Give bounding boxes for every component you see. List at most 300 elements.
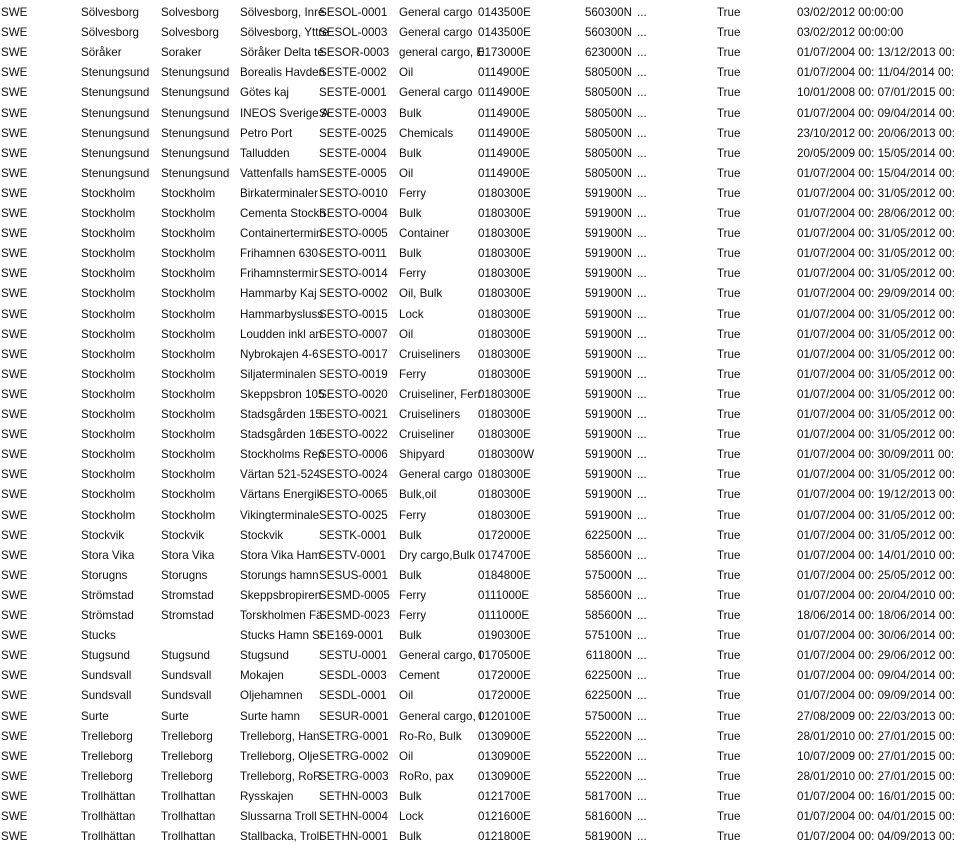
port-name-ascii-cell[interactable]: Trelleborg — [161, 729, 213, 743]
facility-name-cell[interactable]: Vattenfalls ham — [240, 166, 320, 180]
facility-code-cell[interactable]: SESTE-0025 — [319, 126, 387, 140]
cargo-type-cell[interactable]: Bulk — [399, 568, 422, 582]
longitude-cell[interactable]: 0180300E — [478, 428, 531, 442]
dates-cell[interactable]: 01/07/2004 00: 16/01/2015 00: — [797, 789, 955, 803]
longitude-cell[interactable]: 0190300E — [478, 629, 531, 643]
cargo-type-cell[interactable]: Cruiseliners — [399, 347, 461, 361]
ellipsis-cell[interactable]: ... — [637, 46, 647, 60]
port-name-ascii-cell[interactable]: Sundsvall — [161, 689, 212, 703]
ellipsis-cell[interactable]: ... — [637, 588, 647, 602]
cargo-type-cell[interactable]: Oil, Bulk — [399, 287, 443, 301]
port-name-ascii-cell[interactable]: Stockholm — [161, 267, 216, 281]
port-name-ascii-cell[interactable]: Stromstad — [161, 588, 214, 602]
cargo-type-cell[interactable]: Bulk,oil — [399, 488, 437, 502]
facility-code-cell[interactable]: SESUR-0001 — [319, 709, 389, 723]
cargo-type-cell[interactable]: Ferry — [399, 508, 427, 522]
port-name-cell[interactable]: Stockholm — [81, 267, 136, 281]
latitude-cell[interactable]: 591900N — [584, 408, 632, 421]
dates-cell[interactable]: 01/07/2004 00: 13/12/2013 00: — [797, 46, 955, 60]
ellipsis-cell[interactable]: ... — [637, 810, 647, 823]
country-cell[interactable]: SWE — [1, 810, 28, 823]
latitude-cell[interactable]: 585600N — [584, 609, 632, 622]
latitude-cell[interactable]: 560300N — [584, 26, 632, 40]
port-name-ascii-cell[interactable]: Stockholm — [161, 287, 216, 301]
cargo-type-cell[interactable]: Bulk — [399, 528, 422, 542]
facility-name-cell[interactable]: Götes kaj — [240, 86, 289, 100]
country-cell[interactable]: SWE — [1, 146, 28, 160]
status-flag-cell[interactable]: True — [717, 749, 741, 763]
latitude-cell[interactable]: 591900N — [584, 347, 632, 361]
facility-name-cell[interactable]: Frihamnen 630- — [240, 247, 322, 261]
status-flag-cell[interactable]: True — [717, 186, 741, 200]
latitude-cell[interactable]: 622500N — [584, 528, 632, 542]
port-name-cell[interactable]: Trelleborg — [81, 729, 133, 743]
status-flag-cell[interactable]: True — [717, 307, 741, 321]
country-cell[interactable]: SWE — [1, 166, 28, 180]
ellipsis-cell[interactable]: ... — [637, 106, 647, 120]
facility-code-cell[interactable]: SESTK-0001 — [319, 528, 387, 542]
country-cell[interactable]: SWE — [1, 247, 28, 261]
port-name-cell[interactable]: Stockholm — [81, 186, 136, 200]
country-cell[interactable]: SWE — [1, 749, 28, 763]
dates-cell[interactable]: 03/02/2012 00:00:00 — [797, 6, 904, 19]
facility-name-cell[interactable]: Sölvesborg, Inre — [240, 6, 325, 19]
country-cell[interactable]: SWE — [1, 689, 28, 703]
dates-cell[interactable]: 01/07/2004 00: 31/05/2012 00: — [797, 307, 955, 321]
latitude-cell[interactable]: 591900N — [584, 207, 632, 220]
dates-cell[interactable]: 01/07/2004 00: 09/04/2014 00: — [797, 669, 955, 683]
port-name-ascii-cell[interactable]: Stora Vika — [161, 548, 215, 562]
country-cell[interactable]: SWE — [1, 528, 28, 542]
status-flag-cell[interactable]: True — [717, 468, 741, 482]
country-cell[interactable]: SWE — [1, 227, 28, 241]
latitude-cell[interactable]: 580500N — [584, 146, 632, 160]
ellipsis-cell[interactable]: ... — [637, 307, 647, 321]
port-name-ascii-cell[interactable]: Stockholm — [161, 347, 216, 361]
facility-name-cell[interactable]: Hammarby Kaj — [240, 287, 317, 301]
facility-code-cell[interactable]: SESTO-0025 — [319, 508, 388, 522]
cargo-type-cell[interactable]: Oil — [399, 689, 414, 703]
status-flag-cell[interactable]: True — [717, 347, 741, 361]
status-flag-cell[interactable]: True — [717, 267, 741, 281]
status-flag-cell[interactable]: True — [717, 789, 741, 803]
longitude-cell[interactable]: 0130900E — [478, 749, 531, 763]
cargo-type-cell[interactable]: General cargo — [399, 86, 473, 100]
facility-code-cell[interactable]: SE169-0001 — [319, 629, 384, 643]
status-flag-cell[interactable]: True — [717, 46, 741, 60]
dates-cell[interactable]: 01/07/2004 00: 04/01/2015 00: — [797, 810, 955, 823]
port-name-cell[interactable]: Trelleborg — [81, 749, 133, 763]
port-name-ascii-cell[interactable]: Stromstad — [161, 609, 214, 622]
cargo-type-cell[interactable]: Dry cargo,Bulk — [399, 548, 476, 562]
longitude-cell[interactable]: 0180300E — [478, 408, 531, 421]
cargo-type-cell[interactable]: Bulk — [399, 207, 422, 220]
latitude-cell[interactable]: 611800N — [585, 649, 632, 663]
port-name-ascii-cell[interactable]: Stockholm — [161, 227, 216, 241]
dates-cell[interactable]: 01/07/2004 00: 31/05/2012 00: — [797, 468, 955, 482]
facility-name-cell[interactable]: Birkaterminaler — [240, 186, 318, 200]
cargo-type-cell[interactable]: General cargo, I — [399, 709, 483, 723]
facility-code-cell[interactable]: SESTE-0003 — [319, 106, 387, 120]
status-flag-cell[interactable]: True — [717, 689, 741, 703]
facility-code-cell[interactable]: SESTO-0021 — [319, 408, 388, 421]
facility-code-cell[interactable]: SESTO-0011 — [319, 247, 387, 261]
latitude-cell[interactable]: 552200N — [584, 729, 632, 743]
facility-code-cell[interactable]: SESUS-0001 — [319, 568, 388, 582]
dates-cell[interactable]: 01/07/2004 00: 30/09/2011 00: — [797, 448, 955, 462]
ellipsis-cell[interactable]: ... — [637, 629, 647, 643]
dates-cell[interactable]: 01/07/2004 00: 31/05/2012 00: — [797, 367, 955, 381]
cargo-type-cell[interactable]: Lock — [399, 307, 424, 321]
country-cell[interactable]: SWE — [1, 186, 28, 200]
cargo-type-cell[interactable]: General cargo — [399, 26, 473, 40]
ellipsis-cell[interactable]: ... — [637, 287, 647, 301]
facility-code-cell[interactable]: SESTO-0019 — [319, 367, 388, 381]
port-name-cell[interactable]: Stockholm — [81, 408, 136, 421]
country-cell[interactable]: SWE — [1, 287, 28, 301]
longitude-cell[interactable]: 0114900E — [478, 66, 531, 80]
status-flag-cell[interactable]: True — [717, 146, 741, 160]
country-cell[interactable]: SWE — [1, 367, 28, 381]
status-flag-cell[interactable]: True — [717, 649, 741, 663]
ellipsis-cell[interactable]: ... — [637, 207, 647, 220]
facility-code-cell[interactable]: SESTE-0005 — [319, 166, 387, 180]
port-name-ascii-cell[interactable] — [161, 626, 239, 646]
facility-code-cell[interactable]: SESTO-0004 — [319, 207, 388, 220]
status-flag-cell[interactable]: True — [717, 207, 741, 220]
latitude-cell[interactable]: 580500N — [584, 66, 632, 80]
dates-cell[interactable]: 01/07/2004 00: 31/05/2012 00: — [797, 267, 955, 281]
facility-code-cell[interactable]: SESTV-0001 — [319, 548, 387, 562]
facility-code-cell[interactable]: SESTE-0001 — [319, 86, 387, 100]
ellipsis-cell[interactable]: ... — [637, 548, 647, 562]
facility-code-cell[interactable]: SESTO-0006 — [319, 448, 388, 462]
facility-code-cell[interactable]: SESTO-0022 — [319, 428, 388, 442]
ellipsis-cell[interactable]: ... — [637, 789, 647, 803]
port-name-cell[interactable]: Stockholm — [81, 367, 136, 381]
status-flag-cell[interactable]: True — [717, 810, 741, 823]
status-flag-cell[interactable]: True — [717, 548, 741, 562]
country-cell[interactable]: SWE — [1, 86, 28, 100]
port-name-ascii-cell[interactable]: Stockholm — [161, 186, 216, 200]
port-name-ascii-cell[interactable]: Stockholm — [161, 508, 216, 522]
cargo-type-cell[interactable]: Oil — [399, 166, 414, 180]
cargo-type-cell[interactable]: Chemicals — [399, 126, 454, 140]
port-name-cell[interactable]: Stenungsund — [81, 106, 150, 120]
facility-name-cell[interactable]: Söråker Delta te — [240, 46, 324, 60]
dates-cell[interactable]: 01/07/2004 00: 31/05/2012 00: — [797, 508, 955, 522]
longitude-cell[interactable]: 0143500E — [478, 6, 531, 19]
latitude-cell[interactable]: 552200N — [584, 749, 632, 763]
ellipsis-cell[interactable]: ... — [637, 6, 647, 19]
latitude-cell[interactable]: 581700N — [584, 789, 632, 803]
country-cell[interactable]: SWE — [1, 46, 28, 60]
ellipsis-cell[interactable]: ... — [637, 227, 647, 241]
latitude-cell[interactable]: 591900N — [584, 227, 632, 241]
ellipsis-cell[interactable]: ... — [637, 428, 647, 442]
port-name-ascii-cell[interactable]: Stenungsund — [161, 106, 230, 120]
longitude-cell[interactable]: 0180300E — [478, 307, 531, 321]
dates-cell[interactable]: 01/07/2004 00: 09/09/2014 00: — [797, 689, 955, 703]
country-cell[interactable]: SWE — [1, 729, 28, 743]
facility-name-cell[interactable]: Trelleborg, Han — [240, 729, 320, 743]
port-name-ascii-cell[interactable]: Stenungsund — [161, 126, 230, 140]
port-name-cell[interactable]: Trollhättan — [81, 789, 136, 803]
status-flag-cell[interactable]: True — [717, 609, 741, 622]
latitude-cell[interactable]: 591900N — [584, 387, 632, 401]
port-name-ascii-cell[interactable]: Storugns — [161, 568, 208, 582]
ellipsis-cell[interactable]: ... — [637, 709, 647, 723]
country-cell[interactable]: SWE — [1, 830, 28, 844]
status-flag-cell[interactable]: True — [717, 729, 741, 743]
cargo-type-cell[interactable]: general cargo, E — [399, 46, 485, 60]
cargo-type-cell[interactable]: Bulk — [399, 789, 422, 803]
ellipsis-cell[interactable]: ... — [637, 568, 647, 582]
ellipsis-cell[interactable]: ... — [637, 468, 647, 482]
status-flag-cell[interactable]: True — [717, 709, 741, 723]
facility-name-cell[interactable]: Sölvesborg, Yttre — [240, 26, 329, 40]
ellipsis-cell[interactable]: ... — [637, 488, 647, 502]
longitude-cell[interactable]: 0130900E — [478, 729, 531, 743]
port-name-ascii-cell[interactable]: Stockvik — [161, 528, 205, 542]
ellipsis-cell[interactable]: ... — [637, 649, 647, 663]
port-name-cell[interactable]: Trollhättan — [81, 810, 136, 823]
facility-name-cell[interactable]: Petro Port — [240, 126, 293, 140]
longitude-cell[interactable]: 0121800E — [478, 830, 531, 844]
status-flag-cell[interactable]: True — [717, 428, 741, 442]
dates-cell[interactable]: 01/07/2004 00: 28/06/2012 00: — [797, 207, 955, 220]
latitude-cell[interactable]: 581600N — [584, 810, 632, 823]
country-cell[interactable]: SWE — [1, 769, 28, 783]
port-name-cell[interactable]: Stenungsund — [81, 166, 150, 180]
port-name-cell[interactable]: Strömstad — [81, 588, 134, 602]
facility-code-cell[interactable]: SESTO-0002 — [319, 287, 388, 301]
facility-name-cell[interactable]: Trelleborg, RoR — [240, 769, 322, 783]
port-name-ascii-cell[interactable]: Stockholm — [161, 247, 216, 261]
country-cell[interactable]: SWE — [1, 548, 28, 562]
longitude-cell[interactable]: 0180300E — [478, 287, 531, 301]
facility-name-cell[interactable]: Siljaterminalen — [240, 367, 317, 381]
cargo-type-cell[interactable]: General cargo, I — [399, 649, 483, 663]
dates-cell[interactable]: 01/07/2004 00: 31/05/2012 00: — [797, 327, 955, 341]
cargo-type-cell[interactable]: Ferry — [399, 367, 427, 381]
longitude-cell[interactable]: 0180300E — [478, 367, 531, 381]
facility-name-cell[interactable]: Stadsgården 16 — [240, 428, 322, 442]
cargo-type-cell[interactable]: Ferry — [399, 267, 427, 281]
port-name-ascii-cell[interactable]: Stockholm — [161, 448, 216, 462]
cargo-type-cell[interactable]: Bulk — [399, 146, 422, 160]
status-flag-cell[interactable]: True — [717, 367, 741, 381]
status-flag-cell[interactable]: True — [717, 508, 741, 522]
facility-name-cell[interactable]: Slussarna Troll — [240, 810, 317, 823]
ellipsis-cell[interactable]: ... — [637, 66, 647, 80]
cargo-type-cell[interactable]: Oil — [399, 327, 414, 341]
country-cell[interactable]: SWE — [1, 66, 28, 80]
country-cell[interactable]: SWE — [1, 26, 28, 40]
facility-name-cell[interactable]: Stallbacka, Troll — [240, 830, 322, 844]
longitude-cell[interactable]: 0114900E — [478, 146, 531, 160]
longitude-cell[interactable]: 0111000E — [478, 609, 530, 622]
country-cell[interactable]: SWE — [1, 508, 28, 522]
ellipsis-cell[interactable]: ... — [637, 347, 647, 361]
ellipsis-cell[interactable]: ... — [637, 508, 647, 522]
facility-name-cell[interactable]: Loudden inkl an — [240, 327, 322, 341]
longitude-cell[interactable]: 0120100E — [478, 709, 531, 723]
latitude-cell[interactable]: 591900N — [584, 287, 632, 301]
port-name-ascii-cell[interactable]: Stockholm — [161, 307, 216, 321]
facility-code-cell[interactable]: SESTO-0065 — [319, 488, 388, 502]
longitude-cell[interactable]: 0172000E — [478, 689, 531, 703]
cargo-type-cell[interactable]: Ferry — [399, 186, 427, 200]
country-cell[interactable]: SWE — [1, 408, 28, 421]
latitude-cell[interactable]: 580500N — [584, 86, 632, 100]
ellipsis-cell[interactable]: ... — [637, 186, 647, 200]
port-name-ascii-cell[interactable]: Stockholm — [161, 408, 216, 421]
status-flag-cell[interactable]: True — [717, 588, 741, 602]
facility-code-cell[interactable]: SETHN-0004 — [319, 810, 388, 823]
port-name-ascii-cell[interactable]: Soraker — [161, 46, 202, 60]
latitude-cell[interactable]: 575100N — [584, 629, 632, 643]
latitude-cell[interactable]: 622500N — [584, 689, 632, 703]
facility-name-cell[interactable]: Trelleborg, Olje — [240, 749, 319, 763]
port-name-ascii-cell[interactable]: Stenungsund — [161, 146, 230, 160]
dates-cell[interactable]: 18/06/2014 00: 18/06/2014 00: — [797, 609, 955, 622]
dates-cell[interactable]: 28/01/2010 00: 27/01/2015 00: — [797, 769, 955, 783]
latitude-cell[interactable]: 591900N — [584, 247, 632, 261]
country-cell[interactable]: SWE — [1, 106, 28, 120]
longitude-cell[interactable]: 0121600E — [478, 810, 531, 823]
latitude-cell[interactable]: 575000N — [584, 568, 632, 582]
ellipsis-cell[interactable]: ... — [637, 86, 647, 100]
facility-name-cell[interactable]: Nybrokajen 4-6 — [240, 347, 319, 361]
port-name-cell[interactable]: Trelleborg — [81, 769, 133, 783]
ellipsis-cell[interactable]: ... — [637, 247, 647, 261]
cargo-type-cell[interactable]: Bulk — [399, 830, 422, 844]
facility-code-cell[interactable]: SESOL-0003 — [319, 26, 388, 40]
port-name-cell[interactable]: Stockholm — [81, 508, 136, 522]
cargo-type-cell[interactable]: Bulk — [399, 629, 422, 643]
ellipsis-cell[interactable]: ... — [637, 387, 647, 401]
port-name-cell[interactable]: Stenungsund — [81, 126, 150, 140]
port-name-ascii-cell[interactable]: Stenungsund — [161, 86, 230, 100]
dates-cell[interactable]: 01/07/2004 00: 11/04/2014 00: — [797, 66, 955, 80]
cargo-type-cell[interactable]: Cement — [399, 669, 440, 683]
port-name-cell[interactable]: Stugsund — [81, 649, 130, 663]
longitude-cell[interactable]: 0111000E — [478, 588, 530, 602]
country-cell[interactable]: SWE — [1, 468, 28, 482]
port-name-ascii-cell[interactable]: Trelleborg — [161, 769, 213, 783]
status-flag-cell[interactable]: True — [717, 227, 741, 241]
latitude-cell[interactable]: 622500N — [584, 669, 632, 683]
cargo-type-cell[interactable]: Lock — [399, 810, 424, 823]
status-flag-cell[interactable]: True — [717, 769, 741, 783]
latitude-cell[interactable]: 591900N — [584, 267, 632, 281]
port-name-cell[interactable]: Sölvesborg — [81, 6, 140, 19]
latitude-cell[interactable]: 591900N — [584, 448, 632, 462]
port-name-cell[interactable]: Stenungsund — [81, 146, 150, 160]
cargo-type-cell[interactable]: Ferry — [399, 609, 427, 622]
facility-code-cell[interactable]: SESTO-0020 — [319, 387, 388, 401]
ellipsis-cell[interactable]: ... — [637, 327, 647, 341]
status-flag-cell[interactable]: True — [717, 387, 741, 401]
longitude-cell[interactable]: 0130900E — [478, 769, 531, 783]
port-name-cell[interactable]: Stora Vika — [81, 548, 135, 562]
facility-code-cell[interactable]: SESTO-0010 — [319, 186, 388, 200]
facility-code-cell[interactable]: SESTO-0007 — [319, 327, 388, 341]
country-cell[interactable]: SWE — [1, 207, 28, 220]
latitude-cell[interactable]: 575000N — [584, 709, 632, 723]
facility-code-cell[interactable]: SETRG-0001 — [319, 729, 389, 743]
facility-name-cell[interactable]: Containertermin — [240, 227, 323, 241]
facility-code-cell[interactable]: SESOL-0001 — [319, 6, 388, 19]
facility-name-cell[interactable]: Frihamnstermir — [240, 267, 318, 281]
dates-cell[interactable]: 01/07/2004 00: 31/05/2012 00: — [797, 528, 955, 542]
country-cell[interactable]: SWE — [1, 488, 28, 502]
latitude-cell[interactable]: 560300N — [584, 6, 632, 19]
facility-name-cell[interactable]: Skeppsbron 105 — [240, 387, 325, 401]
facility-name-cell[interactable]: Värtans Energik — [240, 488, 323, 502]
status-flag-cell[interactable]: True — [717, 408, 741, 421]
cargo-type-cell[interactable]: Oil — [399, 66, 414, 80]
port-name-cell[interactable]: Sundsvall — [81, 689, 132, 703]
status-flag-cell[interactable]: True — [717, 488, 741, 502]
ellipsis-cell[interactable]: ... — [637, 689, 647, 703]
facility-code-cell[interactable]: SESTE-0004 — [319, 146, 387, 160]
cargo-type-cell[interactable]: Cruiseliners — [399, 408, 461, 421]
latitude-cell[interactable]: 591900N — [584, 488, 632, 502]
facility-name-cell[interactable]: Rysskajen — [240, 789, 294, 803]
port-name-ascii-cell[interactable]: Stugsund — [161, 649, 210, 663]
cargo-type-cell[interactable]: Cruiseliner — [399, 428, 455, 442]
port-name-cell[interactable]: Stenungsund — [81, 86, 150, 100]
status-flag-cell[interactable]: True — [717, 669, 741, 683]
ellipsis-cell[interactable]: ... — [637, 528, 647, 542]
status-flag-cell[interactable]: True — [717, 830, 741, 844]
port-name-cell[interactable]: Stucks — [81, 629, 116, 643]
port-name-cell[interactable]: Stockvik — [81, 528, 125, 542]
dates-cell[interactable]: 01/07/2004 00: 14/01/2010 00: — [797, 548, 955, 562]
dates-cell[interactable]: 03/02/2012 00:00:00 — [797, 26, 904, 40]
longitude-cell[interactable]: 0180300E — [478, 488, 531, 502]
dates-cell[interactable]: 23/10/2012 00: 20/06/2013 00: — [797, 126, 955, 140]
status-flag-cell[interactable]: True — [717, 448, 741, 462]
port-name-ascii-cell[interactable]: Stockholm — [161, 468, 216, 482]
dates-cell[interactable]: 01/07/2004 00: 20/04/2010 00: — [797, 588, 955, 602]
ellipsis-cell[interactable]: ... — [637, 669, 647, 683]
country-cell[interactable]: SWE — [1, 669, 28, 683]
facility-name-cell[interactable]: Vikingterminale — [240, 508, 320, 522]
status-flag-cell[interactable]: True — [717, 287, 741, 301]
port-name-ascii-cell[interactable]: Trollhattan — [161, 830, 216, 844]
status-flag-cell[interactable]: True — [717, 126, 741, 140]
dates-cell[interactable]: 01/07/2004 00: 15/04/2014 00: — [797, 166, 955, 180]
status-flag-cell[interactable]: True — [717, 166, 741, 180]
latitude-cell[interactable]: 581900N — [584, 830, 632, 844]
ellipsis-cell[interactable]: ... — [637, 126, 647, 140]
port-name-ascii-cell[interactable]: Stockholm — [161, 488, 216, 502]
facility-code-cell[interactable]: SESTU-0001 — [319, 649, 388, 663]
port-name-cell[interactable]: Storugns — [81, 568, 128, 582]
dates-cell[interactable]: 01/07/2004 00: 31/05/2012 00: — [797, 347, 955, 361]
latitude-cell[interactable]: 591900N — [584, 367, 632, 381]
country-cell[interactable]: SWE — [1, 629, 28, 643]
country-cell[interactable]: SWE — [1, 588, 28, 602]
facility-code-cell[interactable]: SESTO-0014 — [319, 267, 388, 281]
longitude-cell[interactable]: 0180300E — [478, 468, 531, 482]
port-name-cell[interactable]: Stockholm — [81, 347, 136, 361]
latitude-cell[interactable]: 591900N — [584, 508, 632, 522]
status-flag-cell[interactable]: True — [717, 247, 741, 261]
